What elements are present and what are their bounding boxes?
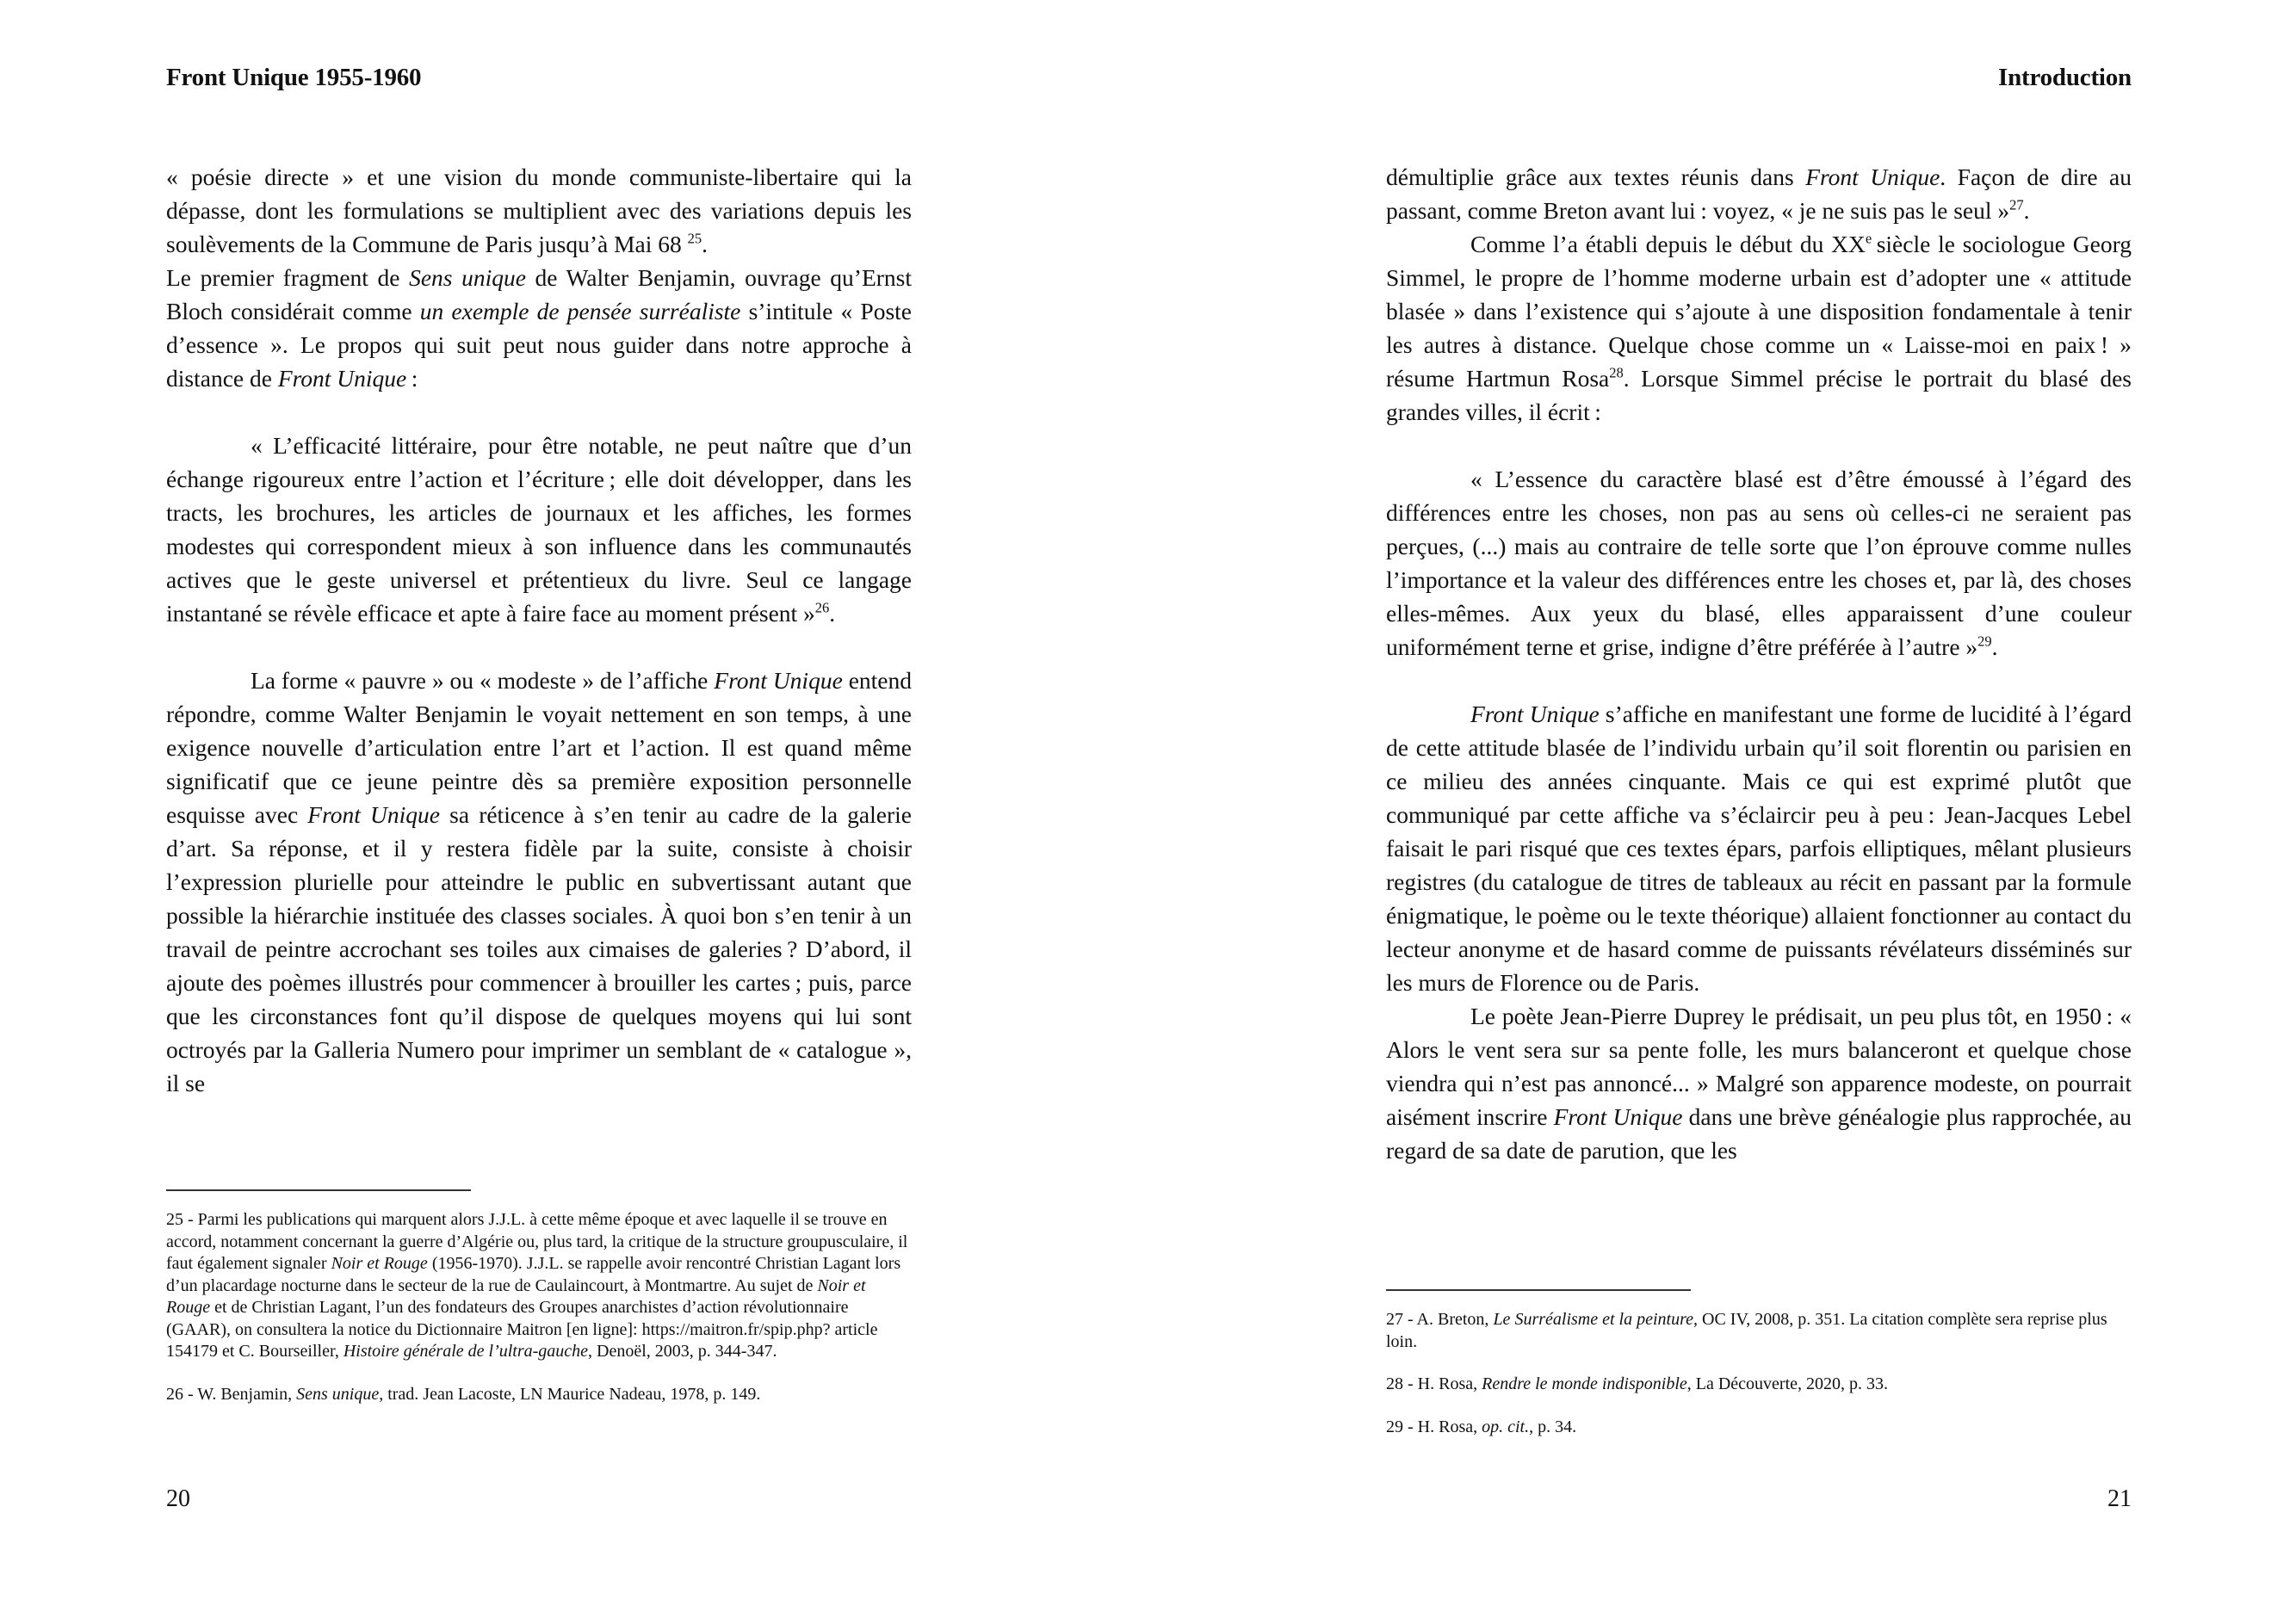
paragraph [1386, 160, 2132, 227]
text-run: , trad. Jean Lacoste, LN Maurice Nadeau, 1978, p. 149. [379, 1384, 761, 1404]
italic-title: un exemple de pensée surréaliste [419, 298, 741, 324]
text-run: : [406, 365, 418, 392]
running-head-book-title: Front Unique 1955-1960 [166, 64, 422, 91]
text-run: s’affiche en manifestant une forme de lucidité à l’égard de cette attitude blasée de l’individu urbain qu’il soit florentin ou parisien en ce milieu des années cinquante. Mais ce qui est exprimé plutôt que communiqué par cette affiche va s’éclaircir peu à peu : Jean-Jacques Lebel faisait le pari risqué que ces textes épars, parfois elliptiques, mêlant plusieurs registres (du catalogue de titres de tableaux au récit en passant par la formule énigmatique, le poème ou le texte théorique) allaient fonctionner au contact du lecteur anonyme et de hasard comme de puissants révélateurs disséminés sur les murs de Florence ou de Paris. [1386, 701, 2132, 996]
running-head-chapter-title: Introduction [1998, 64, 2132, 91]
footnote-separator [166, 1189, 471, 1191]
text-run: siècle le sociologue Georg Simmel, le propre de l’homme moderne urbain est d’adopter une « attitude blasée » dans l’existence qui s’ajoute à une disposition fondamentale à tenir les autres à distance. Quelque chose comme un « Laisse-moi en paix ! » résume Hartmun Rosa [1386, 231, 2132, 392]
text-run: entend répondre, comme Walter Benjamin le voyait nettement en son temps, à une exigence nouvelle d’articulation entre l’art et l’action. Il est quand même significatif que ce jeune peintre dès sa première exposition personnelle esquisse avec [166, 667, 912, 828]
footnote-ref: 25 [687, 230, 702, 247]
footnotes [166, 1209, 912, 1426]
paragraph [166, 261, 912, 395]
italic-title: Front Unique [277, 365, 407, 392]
body-text [1386, 160, 2132, 1167]
italic-title: Front Unique [1470, 701, 1600, 727]
text-run: 27 - A. Breton, [1386, 1310, 1494, 1329]
body-text [166, 160, 912, 1100]
text-run: , p. 34. [1529, 1417, 1577, 1436]
text-run: 29 - H. Rosa, [1386, 1417, 1482, 1436]
italic-title: Le Surréalisme et la peinture [1493, 1310, 1693, 1329]
text-run: 28 - H. Rosa, [1386, 1374, 1482, 1393]
text-run: , OC IV, 2008, p. 351. La citation complète sera reprise plus loin. [1386, 1310, 2107, 1351]
text-run: 25 - Parmi les publications qui marquent alors J.J.L. à cette même époque et avec laquelle il se trouve en accord, notamment concernant la guerre d’Algérie ou, plus tard, la critique de la structure groupusculaire, il faut également signaler [166, 1210, 908, 1273]
page-number: 21 [2107, 1485, 2132, 1512]
text-run: s’intitule « Poste d’essence ». Le propos qui suit peut nous guider dans notre approche à distance de [166, 298, 912, 392]
paragraph [166, 160, 912, 261]
text-run: sa réticence à s’en tenir au cadre de la galerie d’art. Sa réponse, et il y restera fidèle par la suite, consiste à choisir l’expression plurielle pour atteindre le public en subvertissant autant que possible la hiérarchie instituée des classes sociales. À quoi bon s’en tenir à un travail de peintre accrochant ses toiles aux cimaises de galeries ? D’abord, il ajoute des poèmes illustrés pour commencer à brouiller les cartes ; puis, parce que les circonstances font qu’il dispose de quelques moyens qui lui sont octroyés par la Galleria Numero pour imprimer un semblant de « catalogue », il se [166, 801, 912, 1096]
text-run: et de Christian Lagant, l’un des fondateurs des Groupes anarchistes d’action révolutionnaire (GAAR), on consultera la notice du Dictionnaire Maitron [en ligne]: https://maitron.fr/spip.php? article 154179 et C. Bourseiller, [166, 1298, 878, 1361]
paragraph [1386, 697, 2132, 999]
text-run: . [1991, 633, 1998, 660]
footnote-separator [1386, 1289, 1691, 1291]
footnote [166, 1209, 912, 1363]
footnote-ref: e [1865, 230, 1872, 247]
text-run: « L’efficacité littéraire, pour être notable, ne peut naître que d’un échange rigoureux entre l’action et l’écriture ; elle doit développer, dans les tracts, les brochures, les articles de journaux et les affiches, les formes modestes qui correspondent mieux à son influence dans les communautés actives que le geste universel et prétentieux du livre. Seul ce langage instantané se révèle efficace et apte à faire face au moment présent » [166, 432, 912, 627]
footnote-ref: 27 [2009, 196, 2024, 213]
italic-title: Front Unique [1805, 164, 1940, 190]
italic-title: Sens unique [296, 1384, 380, 1404]
text-run: dans une brève généalogie plus rapprochée, au regard de sa date de parution, que les [1386, 1103, 2132, 1164]
italic-title: Front Unique [1553, 1103, 1683, 1130]
text-run: « L’essence du caractère blasé est d’être émoussé à l’égard des différences entre les choses, non pas au sens où celles-ci ne seraient pas perçues, (...) mais au contraire de telle sorte que l’on éprouve comme nulles l’importance et la valeur des différences entre les choses et, par là, des choses elles-mêmes. Aux yeux du blasé, elles apparaissent d’une couleur uniformément terne et grise, indigne d’être préférée à l’autre » [1386, 466, 2132, 660]
footnote [166, 1384, 912, 1406]
italic-title: Front Unique [714, 667, 843, 694]
footnote-ref: 26 [814, 599, 830, 616]
right-page [1386, 0, 2132, 1618]
text-run: . [829, 600, 836, 627]
text-run: démultiplie grâce aux textes réunis dans [1386, 164, 1806, 190]
text-run: La forme « pauvre » ou « modeste » de l’affiche [251, 667, 715, 694]
footnote-ref: 28 [1609, 364, 1624, 381]
text-run: . Lorsque Simmel précise le portrait du blasé des grandes villes, il écrit : [1386, 365, 2132, 425]
text-run: . [2023, 197, 2030, 224]
italic-title: Sens unique [409, 264, 526, 291]
paragraph [166, 429, 912, 630]
footnote [1386, 1374, 2132, 1396]
paragraph [1386, 227, 2132, 429]
italic-title: Rendre le monde indisponible [1482, 1374, 1687, 1393]
paragraph [1386, 462, 2132, 664]
footnotes [1386, 1309, 2132, 1459]
italic-title: Noir et Rouge [331, 1254, 428, 1273]
text-run: « poésie directe » et une vision du monde communiste-libertaire qui la dépasse, dont les formulations se multiplient avec des variations depuis les soulèvements de la Commune de Paris jusqu’à Mai 68 [166, 164, 912, 257]
text-run: de Walter Benjamin, ouvrage qu’Ernst Bloch considérait comme [166, 264, 912, 324]
paragraph [1386, 999, 2132, 1167]
page-number: 20 [166, 1485, 190, 1512]
text-run: . Façon de dire au passant, comme Breton avant lui : voyez, « je ne suis pas le seul » [1386, 164, 2132, 224]
text-run: 26 - W. Benjamin, [166, 1384, 297, 1404]
text-run: . [702, 231, 709, 257]
footnote [1386, 1309, 2132, 1353]
italic-title: Histoire générale de l’ultra-gauche [343, 1342, 589, 1361]
left-page [166, 0, 912, 1618]
text-run: Comme l’a établi depuis le début du XX [1470, 231, 1866, 257]
footnote-ref: 29 [1977, 633, 1992, 650]
italic-title: op. cit. [1482, 1417, 1530, 1436]
paragraph [166, 664, 912, 1100]
text-run: Le poète Jean-Pierre Duprey le prédisait, un peu plus tôt, en 1950 : « Alors le vent sera sur sa pente folle, les murs balanceront et quelque chose viendra qui n’est pas annoncé... » Malgré son apparence modeste, on pourrait aisément inscrire [1386, 1003, 2132, 1130]
footnote [1386, 1417, 2132, 1439]
text-run: Le premier fragment de [166, 264, 410, 291]
text-run: , Denoël, 2003, p. 344-347. [588, 1342, 777, 1361]
text-run: , La Découverte, 2020, p. 33. [1686, 1374, 1889, 1393]
italic-title: Noir et Rouge [166, 1275, 866, 1317]
italic-title: Front Unique [307, 801, 441, 828]
text-run: (1956-1970). J.J.L. se rappelle avoir rencontré Christian Lagant lors d’un placardage nocturne dans le secteur de la rue de Caulaincourt, à Montmartre. Au sujet de [166, 1254, 901, 1295]
